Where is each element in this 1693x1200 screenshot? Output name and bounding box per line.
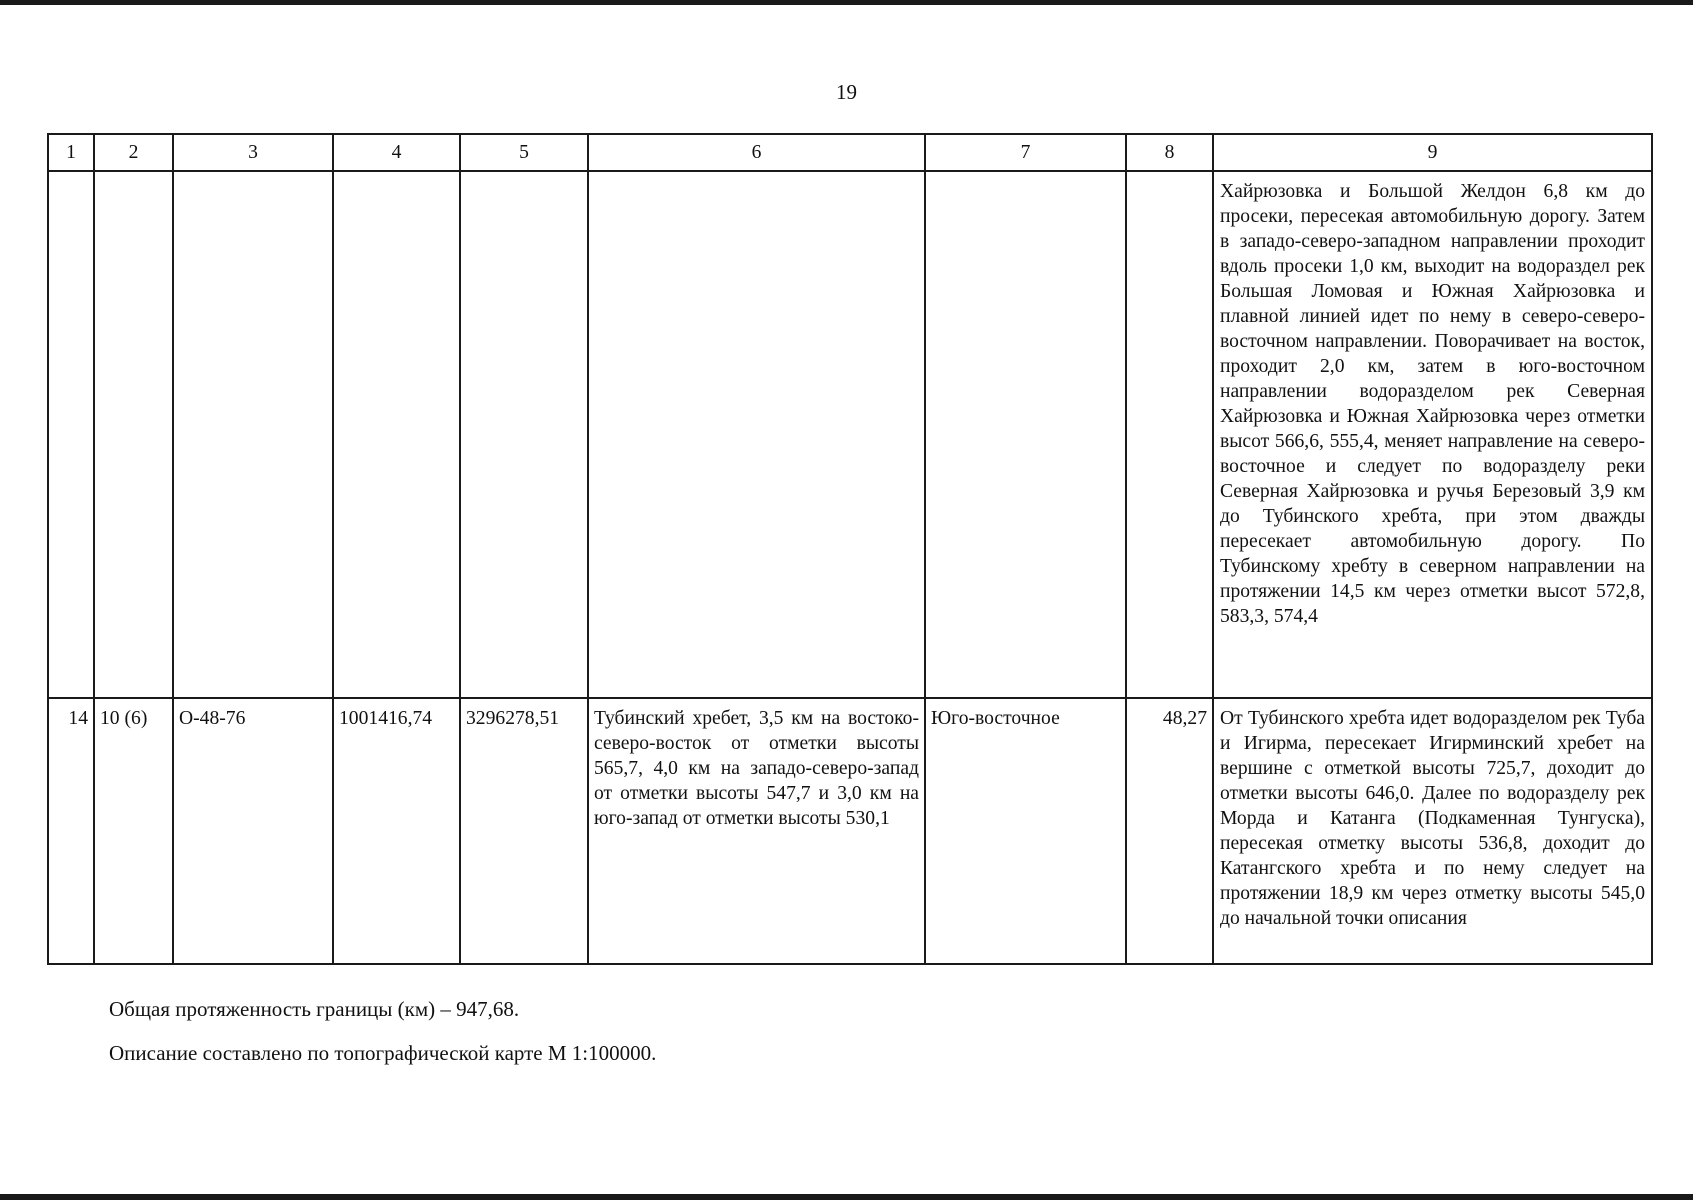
- table-cell: [173, 171, 333, 698]
- coordinate-y: 3296278,51: [466, 708, 560, 729]
- cell-text: [95, 172, 172, 183]
- map-sheet: О-48-76: [179, 708, 246, 729]
- table-cell: [588, 698, 925, 964]
- table-cell: [94, 698, 173, 964]
- table-cell: [925, 171, 1126, 698]
- cell-text: [589, 172, 924, 183]
- point-number: 10 (6): [100, 708, 148, 729]
- scan-bottom-edge: [0, 1194, 1693, 1200]
- column-header-8: 8: [1126, 134, 1213, 171]
- point-location: Тубинский хребет, 3,5 км на востоко-северо-восток от отметки высоты 565,7, 4,0 км на западо-северо-запад от отметки высоты 547,7 и 3,0 км на юго-запад от отметки высоты 530,1: [594, 708, 919, 829]
- column-header-2: 2: [94, 134, 173, 171]
- table-cell: [460, 698, 588, 964]
- column-header-3: 3: [173, 134, 333, 171]
- map-scale-note: Описание составлено по топографической карте М 1:100000.: [109, 1041, 657, 1065]
- column-header-9: 9: [1213, 134, 1652, 171]
- table-cell: [588, 171, 925, 698]
- cell-text: [926, 172, 1125, 183]
- column-header-1: 1: [48, 134, 94, 171]
- scan-top-edge: [0, 0, 1693, 5]
- table-cell: [333, 698, 460, 964]
- table-cell: [333, 171, 460, 698]
- column-header-5: 5: [460, 134, 588, 171]
- cell-text: [174, 172, 332, 183]
- boundary-table: [47, 133, 1653, 965]
- table-cell: [48, 698, 94, 964]
- table-cell: [460, 171, 588, 698]
- coordinate-x: 1001416,74: [339, 708, 433, 729]
- table-cell: [1126, 698, 1213, 964]
- boundary-description: Хайрюзовка и Большой Желдон 6,8 км до просеки, пересекая автомобильную дорогу. Затем в западо-северо-западном направлении проходит вдоль просеки 1,0 км, выходит на водораздел рек Большая Ломовая и Южная Хайрюзовка и плавной линией идет по нему в северо-северо-восточном направлении. Поворачивает на восток, проходит 2,0 км, затем в юго-восточном направлении водоразделом рек Северная Хайрюзовка и Южная Хайрюзовка через отметки высот 566,6, 555,4, меняет направление на северо-восточное и следует по водоразделу реки Северная Хайрюзовка и ручья Березовый 3,9 км до Тубинского хребта, при этом дважды пересекает автомобильную дорогу. По Тубинскому хребту в северном направлении на протяжении 14,5 км через отметки высот 572,8, 583,3, 574,4: [1220, 181, 1645, 627]
- column-header-4: 4: [333, 134, 460, 171]
- column-header-6: 6: [588, 134, 925, 171]
- table-cell: [925, 698, 1126, 964]
- total-length-note: Общая протяженность границы (км) – 947,68.: [109, 997, 520, 1021]
- table-row: [48, 698, 1652, 964]
- table-header-row: [48, 134, 1652, 171]
- table-cell: [173, 698, 333, 964]
- table-cell: [94, 171, 173, 698]
- table-cell: [48, 171, 94, 698]
- cell-text: [49, 172, 93, 183]
- column-header-7: 7: [925, 134, 1126, 171]
- table-cell: [1126, 171, 1213, 698]
- cell-text: [1127, 172, 1212, 183]
- table-cell-description: [1213, 171, 1652, 698]
- cell-text: [334, 172, 459, 183]
- boundary-description: От Тубинского хребта идет водоразделом рек Туба и Игирма, пересекает Игирминский хребет на вершине с отметкой высоты 725,7, доходит до отметки высоты 646,0. Далее по водоразделу рек Морда и Катанга (Подкаменная Тунгуска), пересекая отметку высоты 536,8, доходит до Катангского хребта и по нему следует на протяжении 18,9 км через отметку высоты 545,0 до начальной точки описания: [1220, 708, 1645, 929]
- table-row: [48, 171, 1652, 698]
- row-number: 14: [68, 708, 88, 729]
- page-number: 19: [836, 80, 857, 104]
- segment-length: 48,27: [1162, 708, 1207, 729]
- direction: Юго-восточное: [931, 708, 1060, 729]
- cell-text: [461, 172, 587, 183]
- table-cell-description: [1213, 698, 1652, 964]
